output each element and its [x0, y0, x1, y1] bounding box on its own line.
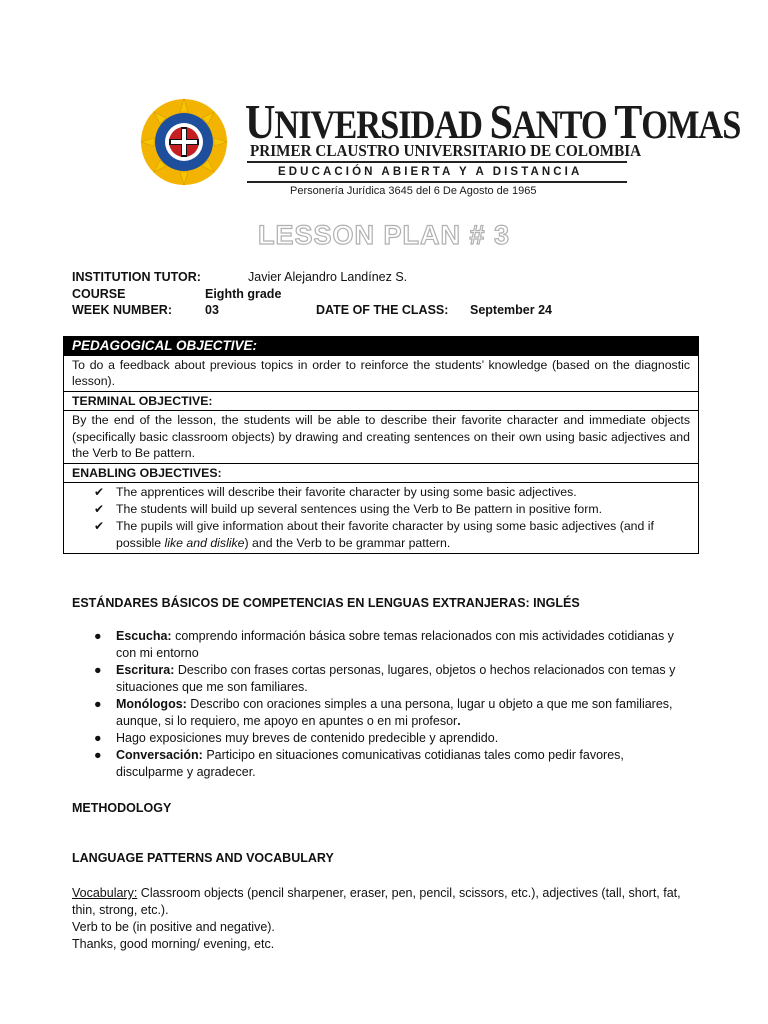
bullet-icon: ●: [94, 731, 102, 745]
standards-heading: ESTÁNDARES BÁSICOS DE COMPETENCIAS EN LENGUAS EXTRANJERAS: INGLÉS: [72, 596, 580, 610]
standard-item: ● Conversación: Participo en situaciones comunicativas cotidianas tales como pedir favores, disculparme y agradecer.: [94, 748, 624, 779]
bullet-icon: ●: [94, 629, 102, 643]
methodology-heading: METHODOLOGY: [72, 801, 172, 815]
bullet-icon: ●: [94, 697, 102, 711]
vocabulary-line: Vocabulary: Classroom objects (pencil sharpener, eraser, pen, pencil, scissors, etc.), adjectives (tall, short, fat, thin, strong, etc.).: [72, 886, 681, 917]
education-mode: EDUCACIÓN ABIERTA Y A DISTANCIA: [278, 166, 583, 178]
course-value: Eighth grade: [205, 287, 282, 301]
bullet-icon: ●: [94, 663, 102, 677]
course-label: COURSE: [72, 287, 126, 301]
standard-item: ● Hago exposiciones muy breves de contenido predecible y aprendido.: [94, 731, 499, 745]
legal-status: Personería Jurídica 3645 del 6 De Agosto de 1965: [290, 185, 537, 197]
enabling-objective-item: ✔ The students will build up several sentences using the Verb to Be pattern in positive form.: [94, 502, 602, 516]
standard-item: ● Escritura: Describo con frases cortas personas, lugares, objetos o hechos relacionados con temas y situaciones que me son familiares.: [94, 663, 676, 694]
university-seal-icon: [140, 98, 228, 186]
objectives-table: [63, 336, 699, 554]
checkmark-icon: ✔: [94, 519, 105, 533]
enabling-objectives-list: [64, 483, 699, 554]
date-label: DATE OF THE CLASS:: [316, 303, 449, 317]
course-row: [72, 287, 282, 301]
enabling-objective-item: ✔ The apprentices will describe their favorite character by using some basic adjectives.: [94, 485, 577, 499]
terminal-objective-header: TERMINAL OBJECTIVE:: [64, 391, 699, 411]
language-patterns-heading: LANGUAGE PATTERNS AND VOCABULARY: [72, 851, 334, 865]
standard-item: ● Escucha: comprendo información básica sobre temas relacionados con mis actividades cotidianas y con mi entorno: [94, 629, 674, 660]
university-subtitle: PRIMER CLAUSTRO UNIVERSITARIO DE COLOMBIA: [250, 141, 642, 160]
terminal-objective-text: By the end of the lesson, the students will be able to describe their favorite character and immediate objects (specifically basic classroom objects) by drawing and creating sentences on their own using basic adjectives and the Verb to Be pattern.: [64, 411, 699, 464]
pedagogical-objective-header: PEDAGOGICAL OBJECTIVE:: [64, 337, 699, 356]
divider-top: [247, 161, 627, 163]
enabling-objective-item: ✔ The pupils will give information about their favorite character by using some basic adjectives (and if possible like and dislike) and the Verb to be grammar pattern.: [94, 519, 654, 550]
standards-list: [72, 628, 692, 781]
week-row: [72, 303, 552, 317]
verb-to-be-line: Verb to be (in positive and negative).: [72, 920, 275, 934]
vocabulary-section: [72, 885, 702, 953]
tutor-value: Javier Alejandro Landínez S.: [248, 270, 408, 284]
week-label: WEEK NUMBER:: [72, 303, 172, 317]
expressions-line: Thanks, good morning/ evening, etc.: [72, 937, 275, 951]
tutor-row: [72, 270, 408, 284]
checkmark-icon: ✔: [94, 485, 105, 499]
pedagogical-objective-text: To do a feedback about previous topics in order to reinforce the students’ knowledge (based on the diagnostic lesson).: [64, 355, 699, 391]
checkmark-icon: ✔: [94, 502, 105, 516]
bullet-icon: ●: [94, 748, 102, 762]
tutor-label: INSTITUTION TUTOR:: [72, 270, 201, 284]
enabling-objectives-header: ENABLING OBJECTIVES:: [64, 463, 699, 483]
standard-item: ● Monólogos: Describo con oraciones simples a una persona, lugar u objeto a que me son familiares, aunque, si lo requiero, me apoyo en apuntes o en mi profesor.: [94, 697, 673, 728]
divider-bottom: [247, 181, 627, 183]
page-title: LESSON PLAN # 3: [257, 220, 511, 250]
week-value: 03: [205, 303, 219, 317]
date-value: September 24: [470, 303, 552, 317]
university-name: UNIVERSIDAD SANTO TOMAS: [245, 94, 741, 149]
letterhead: [0, 0, 768, 215]
